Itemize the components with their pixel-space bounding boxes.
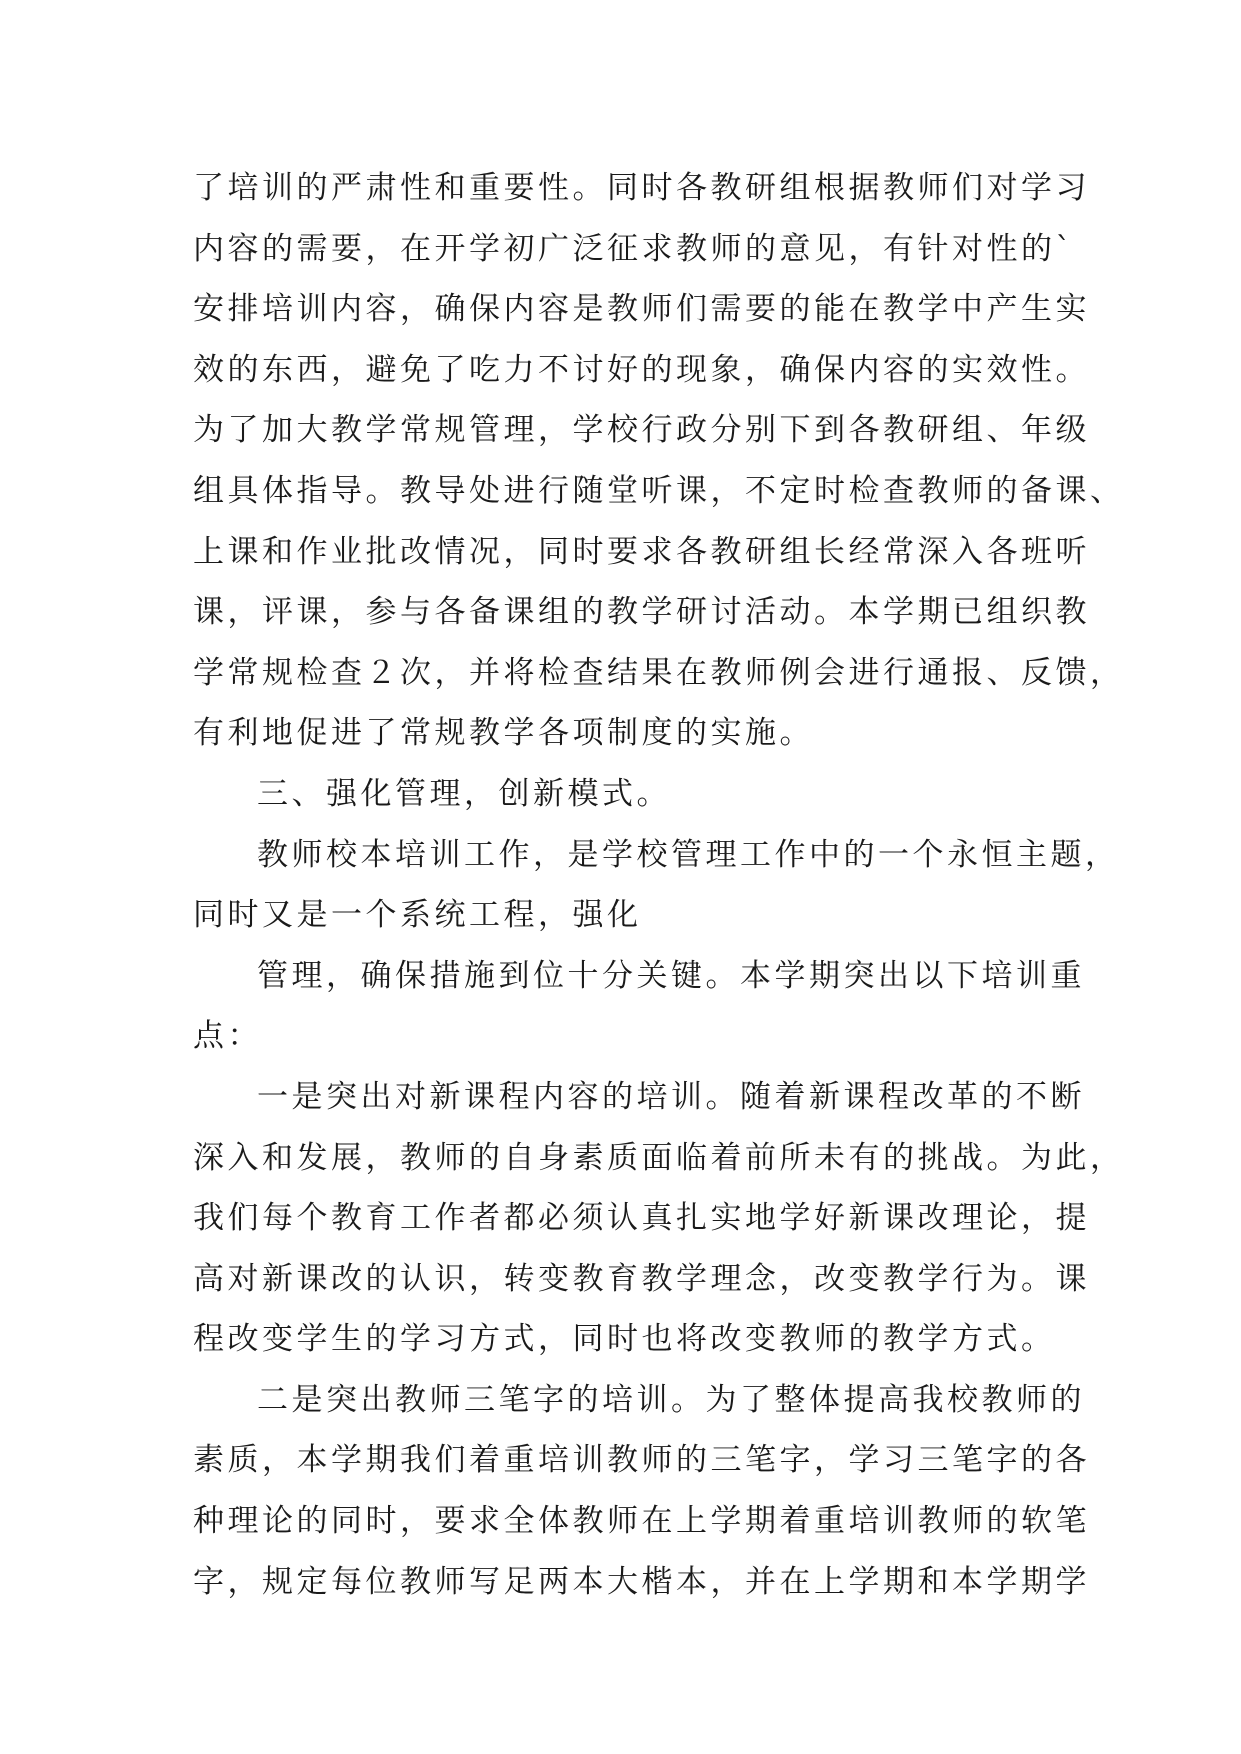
text-line: 种理论的同时，要求全体教师在上学期着重培训教师的软笔 xyxy=(193,1503,1090,1540)
text-line: 上课和作业批改情况，同时要求各教研组长经常深入各班听 xyxy=(193,533,1090,570)
body-text xyxy=(193,158,1125,1612)
text-line: 三、强化管理，创新模式。 xyxy=(257,775,671,812)
text-line: 效的东西，避免了吃力不讨好的现象，确保内容的实效性。 xyxy=(193,351,1090,388)
text-line: 课，评课，参与各备课组的教学研讨活动。本学期已组织教 xyxy=(193,594,1090,631)
text-line: 点： xyxy=(193,1018,262,1055)
text-line: 一是突出对新课程内容的培训。随着新课程改革的不断 xyxy=(257,1078,1085,1115)
text-line: 我们每个教育工作者都必须认真扎实地学好新课改理论，提 xyxy=(193,1200,1090,1237)
text-line: 有利地促进了常规教学各项制度的实施。 xyxy=(193,715,814,752)
text-line: 二是突出教师三笔字的培训。为了整体提高我校教师的 xyxy=(257,1381,1085,1418)
text-line: 了培训的严肃性和重要性。同时各教研组根据教师们对学习 xyxy=(193,170,1090,206)
text-line: 学常规检查２次，并将检查结果在教师例会进行通报、反馈， xyxy=(193,654,1125,691)
text-line: 同时又是一个系统工程，强化 xyxy=(193,897,642,934)
text-line: 为了加大教学常规管理，学校行政分别下到各教研组、年级 xyxy=(193,412,1090,449)
text-line: 高对新课改的认识，转变教育教学理念，改变教学行为。课 xyxy=(193,1260,1090,1297)
text-line: 安排培训内容，确保内容是教师们需要的能在教学中产生实 xyxy=(193,291,1090,328)
text-line: 深入和发展，教师的自身素质面临着前所未有的挑战。为此， xyxy=(193,1139,1125,1176)
text-line: 组具体指导。教导处进行随堂听课，不定时检查教师的备课、 xyxy=(193,472,1125,509)
text-line: 程改变学生的学习方式，同时也将改变教师的教学方式。 xyxy=(193,1321,1056,1358)
text-line: 管理，确保措施到位十分关键。本学期突出以下培训重 xyxy=(257,957,1085,994)
text-line: 字，规定每位教师写足两本大楷本，并在上学期和本学期学 xyxy=(193,1563,1090,1600)
text-line: 教师校本培训工作，是学校管理工作中的一个永恒主题， xyxy=(257,836,1120,873)
text-line: 素质，本学期我们着重培训教师的三笔字，学习三笔字的各 xyxy=(193,1442,1090,1479)
text-line: 内容的需要，在开学初广泛征求教师的意见，有针对性的` xyxy=(193,230,1075,267)
